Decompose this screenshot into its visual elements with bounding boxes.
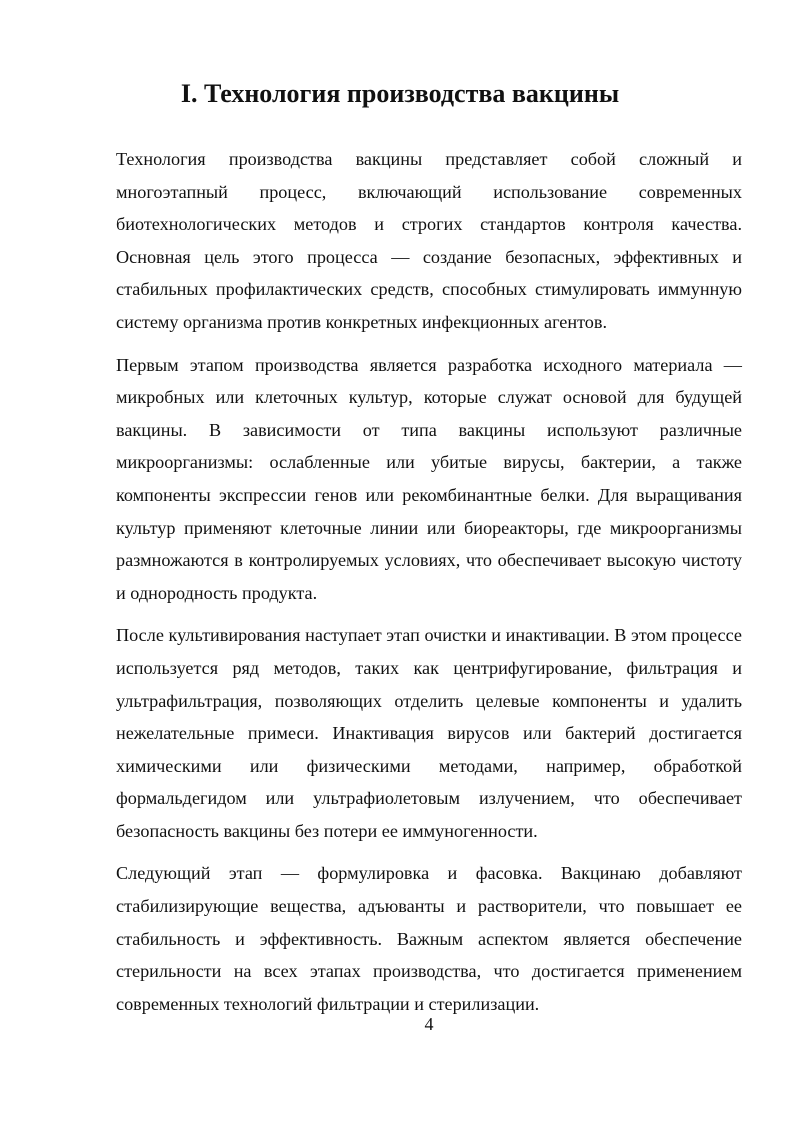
paragraph-3: После культивирования наступает этап очистки и инактивации. В этом процессе используется ряд методов, таких как центрифугирование, фильтрация и ультрафильтрация, позволяющих отделить целевые компоненты и удалить нежелательные примеси. Инактивация вирусов или бактерий достигается химическими или физическими методами, например, обработкой формальдегидом или ультрафиолетовым излучением, что обеспечивает безопасность вакцины без потери ее иммуногенности. [116,625,742,841]
body-text [116,143,742,1030]
paragraph-2: Первым этапом производства является разработка исходного материала — микробных или клеточных культур, которые служат основой для будущей вакцины. В зависимости от типа вакцины используют различные микроорганизмы: ослабленные или убитые вирусы, бактерии, а также компоненты экспрессии генов или рекомбинантные белки. Для выращивания культур применяют клеточные линии или биореакторы, где микроорганизмы размножаются в контролируемых условиях, что обеспечивает высокую чистоту и однородность продукта. [116,354,742,603]
paragraph-1: Технология производства вакцины представляет собой сложный и многоэтапный процесс, включающий использование современных биотехнологических методов и строгих стандартов контроля качества. Основная цель этого процесса — создание безопасных, эффективных и стабильных профилактических средств, способных стимулировать иммунную систему организма против конкретных инфекционных агентов. [116,149,742,332]
paragraph-4: Следующий этап — формулировка и фасовка. Вакцинаю добавляют стабилизирующие вещества, адъюванты и растворители, что повышает ее стабильность и эффективность. Важным аспектом является обеспечение стерильности на всех этапах производства, что достигается применением современных технологий фильтрации и стерилизации. [116,863,742,1014]
section-title: I. Технология производства вакцины [180,79,620,108]
page-number: 4 [424,1014,434,1034]
